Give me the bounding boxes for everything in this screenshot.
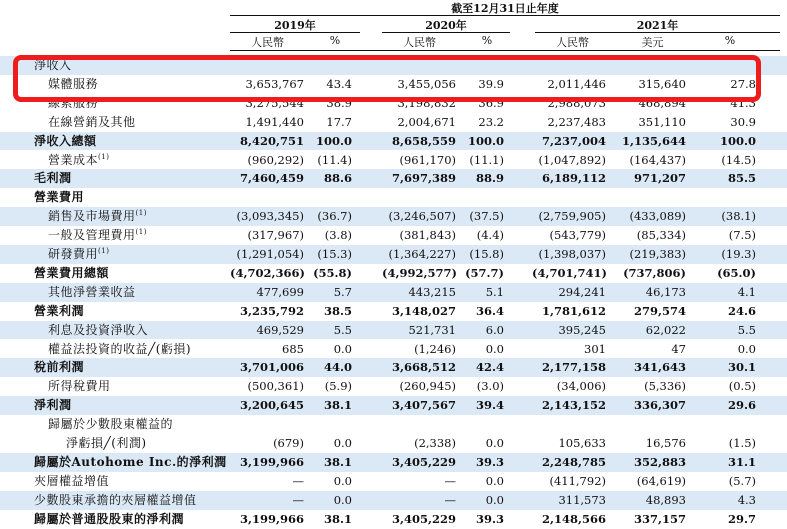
cell-2020-rmb: 3,405,229 xyxy=(391,454,456,469)
row-label: 所得稅費用 xyxy=(48,379,111,394)
cell-2020-pct: 39.4 xyxy=(475,398,504,413)
cell-2021-usd: 351,110 xyxy=(638,114,686,129)
cell-2020-pct: 0.0 xyxy=(485,492,504,507)
cell-2019-rmb: 8,420,751 xyxy=(239,133,304,148)
cell-2021-rmb: 2,237,483 xyxy=(547,114,606,129)
cell-2021-pct: 31.1 xyxy=(727,454,756,469)
cell-2021-usd: (433,089) xyxy=(629,209,686,224)
cell-2019-pct: (36.7) xyxy=(317,209,352,224)
cell-2020-pct: 0.0 xyxy=(485,436,504,450)
cell-2020-rmb: (260,945) xyxy=(399,379,456,394)
cell-2020-pct: (4.4) xyxy=(476,228,504,243)
cell-2020-pct: (3.0) xyxy=(476,379,504,394)
row-label: 營業費用總額 xyxy=(34,265,110,280)
cell-2021-usd: (737,806) xyxy=(623,265,686,280)
year-2021: 2021年 xyxy=(636,19,679,32)
cell-2021-rmb: 395,245 xyxy=(558,322,606,337)
table-row xyxy=(0,415,787,434)
cell-2021-rmb: 2,177,158 xyxy=(541,360,606,375)
cell-2019-rmb: 3,200,645 xyxy=(239,398,304,413)
row-label: 稅前利潤 xyxy=(34,360,85,375)
cell-2021-pct: 30.9 xyxy=(730,114,756,129)
cell-2021-rmb: (4,701,741) xyxy=(532,265,607,280)
cell-2019-rmb: (960,292) xyxy=(247,152,304,167)
column-underline xyxy=(230,50,780,51)
cell-2021-pct: (38.1) xyxy=(721,209,756,224)
table-row xyxy=(0,264,787,283)
red-highlight-box xyxy=(13,55,761,102)
cell-2021-rmb: 2,011,446 xyxy=(547,76,606,91)
cell-2019-pct: 88.6 xyxy=(323,171,352,186)
cell-2019-pct: 38.9 xyxy=(326,95,352,110)
cell-2021-usd: (64,619) xyxy=(636,473,686,488)
row-label: 利息及投資淨收入 xyxy=(48,322,149,337)
cell-2020-pct: (57.7) xyxy=(465,265,504,280)
cell-2021-rmb: 301 xyxy=(584,341,606,356)
cell-2020-rmb: 3,405,229 xyxy=(391,511,456,526)
cell-2021-pct: 4.1 xyxy=(737,284,756,299)
row-label: 歸屬於Autohome Inc.的淨利潤 xyxy=(34,454,227,469)
cell-2021-usd: 1,135,644 xyxy=(621,133,686,148)
cell-2021-pct: 5.5 xyxy=(737,322,756,337)
year-2019-underline xyxy=(230,32,360,33)
cell-2020-rmb: (1,364,227) xyxy=(388,247,456,261)
cell-2020-rmb: — xyxy=(444,473,456,488)
cell-2019-pct: (5.9) xyxy=(324,379,352,394)
cell-2019-rmb: (3,093,345) xyxy=(236,209,304,224)
cell-2019-pct: 100.0 xyxy=(315,133,352,148)
cell-2021-pct: (14.5) xyxy=(721,152,756,167)
cell-2019-rmb: (1,291,054) xyxy=(236,247,304,261)
cell-2020-rmb: 2,004,671 xyxy=(397,114,456,129)
cell-2020-pct: 39.3 xyxy=(475,511,504,526)
table-row xyxy=(0,226,787,245)
cell-2019-rmb: 1,491,440 xyxy=(245,114,304,129)
table-row xyxy=(0,245,787,264)
cell-2021-rmb: 311,573 xyxy=(558,492,606,507)
cell-2021-usd: 315,640 xyxy=(638,76,686,91)
row-label: 權益法投資的收益╱(虧損) xyxy=(48,341,192,356)
period-underline xyxy=(230,15,780,16)
cell-2021-rmb: 2,148,566 xyxy=(541,511,606,526)
cell-2021-rmb: 2,988,073 xyxy=(547,95,606,110)
cell-2020-rmb: (961,170) xyxy=(399,152,456,167)
row-label: 營業利潤 xyxy=(34,303,85,318)
footnote-marker: (1) xyxy=(135,228,147,237)
cell-2019-rmb: 3,235,792 xyxy=(239,303,304,318)
cell-2020-pct: (15.8) xyxy=(469,247,504,261)
cell-2019-rmb: 7,460,459 xyxy=(239,171,304,186)
cell-2019-pct: (3.8) xyxy=(324,228,352,243)
cell-2021-usd: 971,207 xyxy=(633,171,686,186)
cell-2021-usd: (219,383) xyxy=(629,247,686,261)
cell-2019-pct: 44.0 xyxy=(323,360,352,375)
cell-2021-rmb: 2,248,785 xyxy=(541,454,606,469)
year-2021-underline xyxy=(535,32,780,33)
cell-2021-pct: (19.3) xyxy=(721,247,756,261)
table-row xyxy=(0,340,787,359)
cell-2020-pct: (37.5) xyxy=(469,209,504,224)
row-label: 淨虧損╱(利潤) xyxy=(66,436,147,450)
cell-2020-rmb: 3,148,027 xyxy=(391,303,456,318)
cell-2020-rmb: 3,455,056 xyxy=(397,76,456,91)
row-label: 淨收入總額 xyxy=(34,133,97,148)
cell-2019-pct: 0.0 xyxy=(333,492,352,507)
cell-2020-pct: 0.0 xyxy=(485,473,504,488)
col-2020-rmb: 人民幣 xyxy=(403,36,436,49)
cell-2019-pct: 43.4 xyxy=(326,76,352,91)
cell-2021-rmb: (411,792) xyxy=(549,473,606,488)
cell-2020-pct: 5.1 xyxy=(485,284,504,299)
row-label: 一般及管理費用$^{(1)}$ xyxy=(48,228,147,243)
cell-2021-usd: 16,576 xyxy=(645,436,686,450)
table-row xyxy=(0,472,787,491)
table-header xyxy=(0,0,787,52)
row-label: 淨收入 xyxy=(34,58,72,72)
cell-2019-rmb: — xyxy=(292,492,304,507)
cell-2019-pct: 38.1 xyxy=(323,398,352,413)
cell-2021-rmb: (1,398,037) xyxy=(538,247,606,261)
cell-2021-pct: 30.1 xyxy=(727,360,756,375)
cell-2021-pct: (5.7) xyxy=(728,473,756,488)
cell-2020-rmb: 3,198,832 xyxy=(397,95,456,110)
cell-2019-rmb: 3,275,544 xyxy=(245,95,304,110)
cell-2019-rmb: — xyxy=(292,473,304,488)
row-label: 淨利潤 xyxy=(34,398,72,413)
table-row xyxy=(0,132,787,151)
cell-2021-pct: 27.8 xyxy=(730,76,756,91)
table-row xyxy=(0,453,787,472)
footnote-marker: (1) xyxy=(98,152,110,161)
cell-2021-usd: 48,893 xyxy=(645,492,686,507)
cell-2021-usd: (5,336) xyxy=(644,379,686,394)
cell-2021-pct: 4.3 xyxy=(737,492,756,507)
table-row xyxy=(0,207,787,226)
cell-2021-usd: 46,173 xyxy=(645,284,686,299)
row-label: 營業成本$^{(1)}$ xyxy=(48,152,110,167)
cell-2019-pct: 5.7 xyxy=(333,284,352,299)
cell-2021-rmb: (2,759,905) xyxy=(538,209,606,224)
cell-2020-rmb: (3,246,507) xyxy=(388,209,456,224)
table-row xyxy=(0,283,787,302)
cell-2020-pct: 42.4 xyxy=(475,360,504,375)
cell-2020-rmb: 8,658,559 xyxy=(391,133,456,148)
year-2020-underline xyxy=(382,32,510,33)
cell-2021-pct: 0.0 xyxy=(737,341,756,356)
row-label: 研發費用$^{(1)}$ xyxy=(48,247,110,261)
cell-2019-pct: 38.1 xyxy=(323,511,352,526)
cell-2020-pct: 39.3 xyxy=(475,454,504,469)
cell-2019-rmb: (500,361) xyxy=(247,379,304,394)
cell-2019-rmb: 477,699 xyxy=(256,284,304,299)
cell-2019-pct: (11.4) xyxy=(317,152,352,167)
cell-2019-pct: (55.8) xyxy=(313,265,352,280)
period-heading: 截至12月31日止年度 xyxy=(451,2,559,15)
cell-2020-pct: 36.4 xyxy=(475,303,504,318)
cell-2021-pct: (1.5) xyxy=(728,436,756,450)
cell-2019-pct: 5.5 xyxy=(333,322,352,337)
cell-2021-usd: 279,574 xyxy=(633,303,686,318)
row-label: 少數股東承擔的夾層權益增值 xyxy=(34,492,197,507)
cell-2021-usd: 47 xyxy=(671,341,686,356)
cell-2021-rmb: 1,781,612 xyxy=(541,303,606,318)
cell-2020-pct: 36.9 xyxy=(478,95,504,110)
cell-2021-pct: (65.0) xyxy=(717,265,756,280)
cell-2021-usd: 352,883 xyxy=(633,454,686,469)
table-row xyxy=(0,302,787,321)
cell-2021-pct: (7.5) xyxy=(728,228,756,243)
cell-2021-rmb: 6,189,112 xyxy=(541,171,606,186)
cell-2019-rmb: (679) xyxy=(273,436,304,450)
table-row xyxy=(0,188,787,207)
row-label: 銷售及市場費用$^{(1)}$ xyxy=(48,209,147,224)
cell-2020-rmb: 443,215 xyxy=(408,284,456,299)
row-label: 夾層權益增值 xyxy=(34,473,110,488)
cell-2021-rmb: 7,237,004 xyxy=(541,133,606,148)
cell-2020-pct: 23.2 xyxy=(478,114,504,129)
row-label: 歸屬於少數股東權益的 xyxy=(48,417,174,432)
table-row xyxy=(0,396,787,415)
cell-2021-rmb: 2,143,152 xyxy=(541,398,606,413)
cell-2021-pct: 100.0 xyxy=(719,133,756,148)
cell-2021-pct: 29.7 xyxy=(727,511,756,526)
cell-2021-rmb: (543,779) xyxy=(549,228,606,243)
cell-2020-rmb: 7,697,389 xyxy=(391,171,456,186)
cell-2021-usd: (164,437) xyxy=(629,152,686,167)
row-label: 歸屬於普通股股東的淨利潤 xyxy=(34,511,185,526)
cell-2021-rmb: 294,241 xyxy=(558,284,606,299)
table-row xyxy=(0,169,787,188)
col-2019-pct: % xyxy=(329,34,341,47)
footnote-marker: (1) xyxy=(98,247,110,255)
cell-2019-rmb: 3,653,767 xyxy=(245,76,304,91)
cell-2021-pct: (0.5) xyxy=(728,379,756,394)
cell-2019-pct: 0.0 xyxy=(333,436,352,450)
table-row xyxy=(0,510,787,529)
cell-2019-rmb: 3,199,966 xyxy=(239,454,304,469)
cell-2021-usd: 336,307 xyxy=(633,398,686,413)
col-2021-pct: % xyxy=(724,34,736,47)
cell-2021-pct: 85.5 xyxy=(727,171,756,186)
cell-2019-pct: 0.0 xyxy=(333,473,352,488)
cell-2021-usd: 468,894 xyxy=(638,95,686,110)
cell-2020-pct: 100.0 xyxy=(467,133,504,148)
table-row xyxy=(0,377,787,396)
row-label: 其他淨營業收益 xyxy=(48,284,136,299)
table-row xyxy=(0,434,787,453)
cell-2021-rmb: 105,633 xyxy=(558,436,606,450)
row-label: 在線營銷及其他 xyxy=(48,114,136,129)
cell-2021-usd: 62,022 xyxy=(645,322,686,337)
table-row xyxy=(0,151,787,170)
cell-2019-rmb: 3,199,966 xyxy=(239,511,304,526)
cell-2021-usd: 337,157 xyxy=(633,511,686,526)
col-2021-rmb: 人民幣 xyxy=(556,36,589,49)
cell-2021-pct: 29.6 xyxy=(727,398,756,413)
cell-2020-rmb: 3,407,567 xyxy=(391,398,456,413)
footnote-marker: (1) xyxy=(135,209,147,218)
cell-2021-usd: (85,334) xyxy=(636,228,686,243)
cell-2020-rmb: (1,246) xyxy=(414,341,456,356)
cell-2021-rmb: (34,006) xyxy=(556,379,606,394)
table-row xyxy=(0,113,787,132)
cell-2019-rmb: (4,702,366) xyxy=(230,265,305,280)
cell-2019-rmb: (317,967) xyxy=(247,228,304,243)
cell-2020-pct: (11.1) xyxy=(469,152,504,167)
table-row xyxy=(0,491,787,510)
cell-2020-rmb: (4,992,577) xyxy=(382,265,457,280)
col-2021-usd: 美元 xyxy=(641,36,664,49)
cell-2019-pct: 0.0 xyxy=(333,341,352,356)
cell-2021-rmb: (1,047,892) xyxy=(538,152,606,167)
row-label: 媒體服務 xyxy=(48,76,99,91)
cell-2020-pct: 6.0 xyxy=(485,322,504,337)
cell-2020-rmb: (381,843) xyxy=(399,228,456,243)
cell-2019-rmb: 685 xyxy=(282,341,304,356)
cell-2021-pct: 24.6 xyxy=(727,303,756,318)
cell-2020-pct: 88.9 xyxy=(475,171,504,186)
cell-2020-rmb: — xyxy=(444,492,456,507)
row-label: 營業費用 xyxy=(34,190,85,205)
year-2019: 2019年 xyxy=(274,19,316,32)
cell-2021-usd: 341,643 xyxy=(633,360,686,375)
table-row xyxy=(0,358,787,377)
col-2020-pct: % xyxy=(481,34,493,47)
row-label: 毛利潤 xyxy=(34,171,72,186)
cell-2020-pct: 0.0 xyxy=(485,341,504,356)
row-label: 線索服務 xyxy=(48,95,99,110)
year-2020: 2020年 xyxy=(425,19,467,32)
cell-2019-pct: 38.1 xyxy=(323,454,352,469)
cell-2020-rmb: 521,731 xyxy=(408,322,456,337)
cell-2019-pct: (15.3) xyxy=(317,247,352,261)
cell-2020-rmb: 3,668,512 xyxy=(391,360,456,375)
cell-2020-rmb: (2,338) xyxy=(414,436,456,450)
cell-2019-rmb: 469,529 xyxy=(256,322,304,337)
table-row xyxy=(0,321,787,340)
cell-2019-pct: 38.5 xyxy=(323,303,352,318)
cell-2019-pct: 17.7 xyxy=(326,114,352,129)
cell-2019-rmb: 3,701,006 xyxy=(239,360,304,375)
cell-2020-pct: 39.9 xyxy=(478,76,504,91)
col-2019-rmb: 人民幣 xyxy=(251,36,284,49)
cell-2021-pct: 41.3 xyxy=(730,95,756,110)
